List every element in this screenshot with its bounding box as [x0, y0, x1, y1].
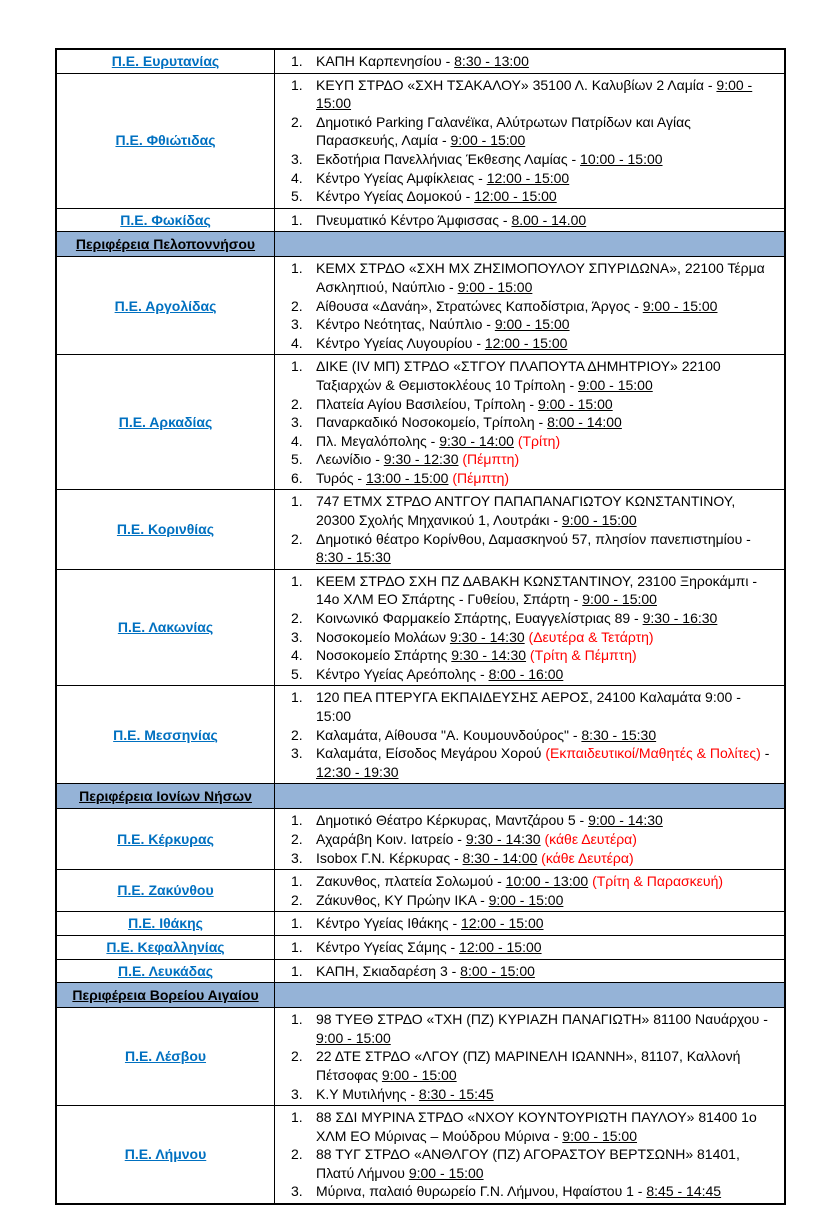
list-item	[275, 1085, 778, 1104]
item-time: 9:30 - 14:30	[465, 830, 541, 847]
item-number: 3.	[291, 414, 303, 431]
item-time: 9:00 - 15:00	[457, 278, 533, 295]
list-item	[275, 665, 778, 684]
item-day-note: (Πέμπτη)	[452, 469, 510, 486]
table-row	[56, 49, 785, 73]
item-text: Λεωνίδιο -	[316, 451, 384, 468]
item-number: 2.	[291, 297, 303, 314]
section-title: Περιφέρεια Βορείου Αιγαίου	[72, 986, 259, 1003]
item-number: 1.	[291, 812, 303, 829]
list-item	[275, 530, 778, 567]
list-item	[275, 830, 778, 849]
list-item	[275, 492, 778, 529]
region-link[interactable]: Π.Ε. Ευρυτανίας	[111, 53, 220, 69]
item-time: 9:30 - 14:30	[449, 628, 525, 645]
item-content	[316, 872, 778, 891]
item-text: Κέντρο Υγείας Λυγουρίου -	[316, 334, 485, 351]
item-content	[316, 169, 778, 188]
item-number: 6.	[291, 469, 303, 486]
item-number: 2.	[291, 1146, 303, 1163]
item-content	[316, 1145, 778, 1182]
table-row	[56, 208, 785, 232]
item-number: 2.	[291, 395, 303, 412]
list-item	[275, 450, 778, 469]
region-link[interactable]: Π.Ε. Λέσβου	[124, 1048, 207, 1065]
item-time: 9:00 - 15:00	[561, 512, 637, 529]
item-content	[316, 450, 778, 469]
item-text: Κέντρο Υγείας Αμφίκλειας -	[316, 169, 487, 186]
item-time: 9:00 - 14:30	[588, 812, 663, 829]
item-number: 1.	[291, 358, 303, 375]
locations-cell	[275, 1008, 786, 1106]
item-time: 8:30 - 15:45	[418, 1085, 494, 1102]
item-content	[316, 688, 778, 725]
item-time: 8.00 - 14.00	[511, 211, 587, 228]
item-time: 8:30 - 15:30	[316, 549, 391, 566]
item-number: 3.	[291, 1085, 303, 1102]
item-content	[316, 646, 778, 665]
list-item	[275, 628, 778, 647]
item-number: 1.	[291, 572, 303, 589]
item-time: 10:00 - 13:00	[505, 873, 589, 890]
section-empty-cell	[275, 784, 786, 809]
item-time: 9:00 - 15:00	[562, 1127, 638, 1144]
list-item	[275, 413, 778, 432]
list-item	[275, 187, 778, 206]
item-text: 98 ΤΥΕΘ ΣΤΡΔΟ «ΤΧΗ (ΠΖ) ΚΥΡΙΑΖΗ ΠΑΝΑΓΙΩΤΗ» 81100 Ναυάρχου -	[316, 1011, 768, 1028]
item-time: 10:00 - 15:00	[580, 150, 663, 167]
item-text: Πλ. Μεγαλόπολης -	[316, 432, 440, 449]
item-content	[316, 811, 778, 830]
item-time: 9:00 - 15:00	[494, 316, 570, 333]
item-number: 5.	[291, 451, 303, 468]
item-time: 9:00 - 15:00	[381, 1066, 457, 1083]
table-row	[56, 1008, 785, 1106]
list-item	[275, 432, 778, 451]
list-item	[275, 849, 778, 868]
region-link[interactable]: Π.Ε. Αρκαδίας	[118, 414, 213, 431]
item-content	[316, 259, 778, 296]
item-text: ΚΑΠΗ, Σκιαδαρέση 3 -	[316, 962, 461, 979]
item-number: 1.	[291, 1011, 303, 1028]
list-item	[275, 688, 778, 725]
region-link[interactable]: Π.Ε. Κέρκυρας	[117, 830, 214, 847]
table-row	[56, 257, 785, 355]
item-number: 1.	[291, 1109, 303, 1126]
item-text: -	[760, 745, 770, 762]
item-text: Δημοτικό Θέατρο Κέρκυρας, Μαντζάρου 5 -	[316, 812, 589, 829]
item-time: 12:00 - 15:00	[461, 915, 544, 932]
section-title-cell	[56, 983, 275, 1008]
section-row	[56, 784, 785, 809]
item-content	[316, 395, 778, 414]
section-title: Περιφέρεια Ιονίων Νήσων	[79, 788, 252, 805]
item-text: 22 ΔΤΕ ΣΤΡΔΟ «ΛΓΟΥ (ΠΖ) ΜΑΡΙΝΕΛΗ ΙΩΑΝΝΗ», 81107, Καλλονή Πέτσοφας	[316, 1048, 741, 1083]
item-time: 9:00 - 15:00	[408, 1164, 484, 1181]
item-text: Κέντρο Υγείας Αρεόπολης -	[316, 665, 489, 682]
list-item	[275, 744, 778, 781]
region-link[interactable]: Π.Ε. Λήμνου	[124, 1146, 207, 1163]
region-link[interactable]: Π.Ε. Λευκάδας	[117, 962, 214, 979]
table-row	[56, 686, 785, 784]
region-link[interactable]: Π.Ε. Φθιώτιδας	[115, 132, 216, 149]
item-content	[316, 849, 778, 868]
list-item	[275, 297, 778, 316]
item-number: 1.	[291, 493, 303, 510]
item-number: 4.	[291, 169, 303, 186]
item-content	[316, 413, 778, 432]
section-title-cell	[56, 784, 275, 809]
region-link[interactable]: Π.Ε. Λακωνίας	[117, 619, 214, 636]
list-item	[275, 1182, 778, 1201]
item-text: ΚΕΥΠ ΣΤΡΔΟ «ΣΧΗ ΤΣΑΚΑΛΟΥ» 35100 Λ. Καλυβίων 2 Λαμία -	[316, 76, 717, 93]
list-item	[275, 1010, 778, 1047]
table-row	[56, 959, 785, 983]
section-title: Περιφέρεια Πελοποννήσου	[75, 236, 256, 253]
item-number: 2.	[291, 830, 303, 847]
region-name-cell	[56, 1008, 275, 1106]
item-content	[316, 113, 778, 150]
item-time: 9:00 - 15:00	[642, 297, 718, 314]
item-content	[316, 1182, 778, 1201]
item-content	[316, 315, 778, 334]
item-content	[316, 1108, 778, 1145]
table-row	[56, 355, 785, 490]
locations-cell	[275, 490, 786, 569]
table-row	[56, 935, 785, 959]
locations-cell	[275, 49, 786, 73]
region-name-cell	[56, 257, 275, 355]
item-number: 1.	[291, 689, 303, 706]
item-text: Κέντρο Υγείας Ιθάκης -	[316, 915, 461, 932]
item-content	[316, 726, 778, 745]
item-time: 12:30 - 19:30	[316, 763, 399, 780]
region-name-cell	[56, 490, 275, 569]
item-number: 1.	[291, 962, 303, 979]
item-text: Κέντρο Υγείας Σάμης -	[316, 938, 460, 955]
section-empty-cell	[275, 232, 786, 257]
item-content	[316, 628, 778, 647]
item-content	[316, 914, 778, 933]
item-number: 2.	[291, 530, 303, 547]
item-text: Ζακυνθος, πλατεία Σολωμού -	[316, 873, 506, 890]
item-text: Ζάκυνθος, ΚΥ Πρώην ΙΚΑ -	[316, 891, 489, 908]
region-name-cell	[56, 208, 275, 232]
item-number: 1.	[291, 873, 303, 890]
list-item	[275, 113, 778, 150]
list-item	[275, 872, 778, 891]
item-time: 12:00 - 15:00	[459, 938, 542, 955]
item-text: Νοσοκομείο Μολάων	[316, 628, 450, 645]
locations-cell	[275, 569, 786, 686]
item-content	[316, 187, 778, 206]
item-time: 12:00 - 15:00	[486, 169, 570, 186]
item-text: 88 ΣΔΙ ΜΥΡΙΝΑ ΣΤΡΔΟ «ΝΧΟΥ ΚΟΥΝΤΟΥΡΙΩΤΗ ΠΑΥΛΟΥ» 81400 1ο ΧΛΜ ΕΟ Μύρινας – Μούδρου Μύρινα -	[316, 1109, 757, 1144]
item-text: ΚΑΠΗ Καρπενησίου -	[316, 53, 455, 69]
locations-cell	[275, 73, 786, 208]
item-time: 9:00 - 15:00	[582, 591, 657, 608]
list-item	[275, 211, 778, 230]
region-name-cell	[56, 1106, 275, 1204]
item-content	[316, 891, 778, 910]
locations-cell	[275, 355, 786, 490]
item-content	[316, 572, 778, 609]
section-empty-cell	[275, 983, 786, 1008]
locations-cell	[275, 257, 786, 355]
item-time: 8:00 - 14:00	[547, 414, 622, 431]
region-name-cell	[56, 809, 275, 870]
item-number: 4.	[291, 647, 303, 664]
list-item	[275, 259, 778, 296]
locations-cell	[275, 935, 786, 959]
item-text: Καλαμάτα, Αίθουσα "Α. Κουμουνδούρος" -	[316, 726, 582, 743]
item-content	[316, 962, 778, 981]
item-number: 1.	[291, 53, 303, 69]
region-link[interactable]: Π.Ε. Ζακύνθου	[117, 882, 214, 899]
schedule-table	[55, 48, 786, 1205]
item-time: 9:30 - 14:30	[451, 647, 527, 664]
list-item	[275, 1047, 778, 1084]
item-text: Παναρκαδικό Νοσοκομείο, Τρίπολη -	[316, 414, 548, 431]
list-item	[275, 469, 778, 488]
item-text: Κοινωνικό Φαρμακείο Σπάρτης, Ευαγγελίστριας 89 -	[316, 610, 643, 627]
table-row	[56, 870, 785, 912]
item-time: 9:00 - 15:00	[578, 376, 653, 393]
list-item	[275, 572, 778, 609]
item-text: ΚΕΕΜ ΣΤΡΔΟ ΣΧΗ ΠΖ ΔΑΒΑΚΗ ΚΩΝΣΤΑΝΤΙΝΟΥ, 23100 Ξηροκάμπι - 14ο ΧΛΜ ΕΟ Σπάρτης - Γυθείου, Σπάρτη -	[316, 572, 757, 608]
item-text: Πνευματικό Κέντρο Άμφισσας -	[316, 211, 512, 228]
item-day-note: (κάθε Δευτέρα)	[541, 849, 634, 866]
item-text: Πλατεία Αγίου Βασιλείου, Τρίπολη -	[316, 395, 538, 412]
item-text: 747 ΕΤΜΧ ΣΤΡΔΟ ΑΝΤΓΟΥ ΠΑΠΑΠΑΝΑΓΙΩΤΟΥ ΚΩΝΣΤΑΝΤΙΝΟΥ, 20300 Σχολής Μηχανικού 1, Λουτράκι -	[316, 493, 736, 529]
table-row	[56, 73, 785, 208]
item-number: 2.	[291, 726, 303, 743]
region-name-cell	[56, 959, 275, 983]
item-content	[316, 665, 778, 684]
list-item	[275, 646, 778, 665]
item-content	[316, 1085, 778, 1104]
section-title-cell	[56, 232, 275, 257]
list-item	[275, 1108, 778, 1145]
item-content	[316, 76, 778, 113]
locations-cell	[275, 809, 786, 870]
region-link[interactable]: Π.Ε. Μεσσηνίας	[113, 726, 218, 743]
item-text: Κ.Υ Μυτιλήνης -	[316, 1085, 419, 1102]
item-number: 3.	[291, 150, 303, 167]
region-link[interactable]: Π.Ε. Φωκίδας	[120, 211, 211, 228]
item-number: 2.	[291, 891, 303, 908]
list-item	[275, 169, 778, 188]
list-item	[275, 938, 778, 957]
item-time: 9:00 - 15:00	[537, 395, 613, 412]
item-number: 3.	[291, 745, 303, 762]
item-content	[316, 1010, 778, 1047]
list-item	[275, 726, 778, 745]
item-time: 8:00 - 16:00	[488, 665, 564, 682]
item-content	[316, 830, 778, 849]
list-item	[275, 52, 778, 71]
table-row	[56, 490, 785, 569]
region-link[interactable]: Π.Ε. Κεφαλληνίας	[106, 938, 225, 955]
item-number: 4.	[291, 334, 303, 351]
item-time: 9:30 - 16:30	[642, 610, 718, 627]
item-number: 2.	[291, 113, 303, 130]
item-text: Νοσοκομείο Σπάρτης	[316, 647, 452, 664]
list-item	[275, 334, 778, 353]
item-time: 9:00 - 15:00	[316, 1029, 391, 1046]
item-content	[316, 297, 778, 316]
item-content	[316, 357, 778, 394]
item-number: 1.	[291, 76, 303, 93]
locations-cell	[275, 686, 786, 784]
list-item	[275, 1145, 778, 1182]
item-number: 5.	[291, 188, 303, 205]
item-day-note: (Τρίτη)	[517, 432, 561, 449]
item-content	[316, 334, 778, 353]
item-time: 8:30 - 13:00	[454, 53, 529, 69]
item-day-note: (Τρίτη & Παρασκευή)	[592, 873, 724, 890]
region-name-cell	[56, 355, 275, 490]
item-text: Κέντρο Νεότητας, Ναύπλιο -	[316, 316, 495, 333]
item-day-note: (Πέμπτη)	[462, 451, 520, 468]
item-time: 13:00 - 15:00	[365, 469, 449, 486]
item-time: 9:30 - 14:00	[439, 432, 514, 449]
locations-cell	[275, 208, 786, 232]
item-time: 9:00 - 15:00	[316, 76, 753, 112]
item-number: 5.	[291, 665, 303, 682]
item-text: Αίθουσα «Δανάη», Στρατώνες Καποδίστρια, Άργος -	[316, 297, 643, 314]
locations-cell	[275, 870, 786, 912]
item-number: 1.	[291, 915, 303, 932]
item-text: Καλαμάτα, Είσοδος Μεγάρου Χορού	[316, 745, 546, 762]
item-day-note: (κάθε Δευτέρα)	[544, 830, 637, 847]
locations-cell	[275, 1106, 786, 1204]
item-content	[316, 492, 778, 529]
item-content	[316, 609, 778, 628]
list-item	[275, 962, 778, 981]
region-link[interactable]: Π.Ε. Ιθάκης	[128, 915, 203, 932]
list-item	[275, 357, 778, 394]
item-time: 8:30 - 15:30	[581, 726, 657, 743]
item-number: 3.	[291, 316, 303, 333]
item-text: Δημοτικό Parking Γαλανέϊκα, Αλύτρωτων Πατρίδων και Αγίας Παρασκευής, Λαμία -	[316, 113, 691, 149]
schedule-table-body	[56, 49, 785, 1204]
item-number: 1.	[291, 211, 303, 228]
item-day-note: (Τρίτη & Πέμπτη)	[529, 647, 637, 664]
item-text: 88 ΤΥΓ ΣΤΡΔΟ «ΑΝΘΛΓΟΥ (ΠΖ) ΑΓΟΡΑΣΤΟΥ ΒΕΡΤΣΩΝΗ» 81401, Πλατύ Λήμνου	[316, 1146, 740, 1181]
list-item	[275, 315, 778, 334]
region-name-cell	[56, 49, 275, 73]
section-row	[56, 983, 785, 1008]
item-text: Τυρός -	[316, 469, 366, 486]
item-day-note: (Εκπαιδευτικοί/Μαθητές & Πολίτες)	[545, 745, 761, 762]
locations-cell	[275, 959, 786, 983]
region-name-cell	[56, 870, 275, 912]
region-name-cell	[56, 569, 275, 686]
item-content	[316, 530, 778, 567]
region-name-cell	[56, 73, 275, 208]
item-number: 1.	[291, 260, 303, 277]
item-text: Κέντρο Υγείας Δομοκού -	[316, 188, 475, 205]
item-content	[316, 52, 778, 71]
item-time: 8:30 - 14:00	[462, 849, 538, 866]
item-text: 120 ΠΕΑ ΠΤΕΡΥΓΑ ΕΚΠΑΙΔΕΥΣΗΣ ΑΕΡΟΣ, 24100 Καλαμάτα 9:00 - 15:00	[316, 689, 741, 724]
item-number: 2.	[291, 1048, 303, 1065]
item-time: 8:45 - 14:45	[646, 1183, 722, 1200]
region-link[interactable]: Π.Ε. Αργολίδας	[114, 297, 217, 314]
item-text: Αχαράβη Κοιν. Ιατρείο -	[316, 830, 466, 847]
table-row	[56, 809, 785, 870]
list-item	[275, 395, 778, 414]
item-number: 3.	[291, 1183, 303, 1200]
item-text: Μύρινα, παλαιό θυρωρείο Γ.Ν. Λήμνου, Ηφαίστου 1 -	[316, 1183, 647, 1200]
table-row	[56, 569, 785, 686]
item-number: 3.	[291, 849, 303, 866]
region-link[interactable]: Π.Ε. Κορινθίας	[116, 521, 215, 538]
item-content	[316, 938, 778, 957]
item-content	[316, 1047, 778, 1084]
item-text: Εκδοτήρια Πανελλήνιας Έκθεσης Λαμίας -	[316, 150, 581, 167]
region-name-cell	[56, 686, 275, 784]
list-item	[275, 811, 778, 830]
item-content	[316, 744, 778, 781]
list-item	[275, 150, 778, 169]
item-content	[316, 150, 778, 169]
list-item	[275, 914, 778, 933]
item-number: 1.	[291, 938, 303, 955]
region-name-cell	[56, 912, 275, 936]
item-number: 3.	[291, 628, 303, 645]
item-time: 12:00 - 15:00	[484, 334, 568, 351]
item-text: Δημοτικό θέατρο Κορίνθου, Δαμασκηνού 57, πλησίον πανεπιστημίου -	[316, 530, 751, 547]
table-row	[56, 1106, 785, 1204]
section-row	[56, 232, 785, 257]
item-time: 9:00 - 15:00	[488, 891, 564, 908]
item-text: ΔΙΚΕ (IV ΜΠ) ΣΤΡΔΟ «ΣΤΓΟΥ ΠΛΑΠΟΥΤΑ ΔΗΜΗΤΡΙΟΥ» 22100 Ταξιαρχών & Θεμιστοκλέους 10 Τρίπολη -	[316, 358, 721, 393]
item-text: Isobox Γ.Ν. Κέρκυρας -	[316, 849, 463, 866]
item-text: ΚΕΜΧ ΣΤΡΔΟ «ΣΧΗ ΜΧ ΖΗΣΙΜΟΠΟΥΛΟΥ ΣΠΥΡΙΔΩΝΑ», 22100 Τέρμα Ασκληπιού, Ναύπλιο -	[316, 260, 765, 295]
item-content	[316, 211, 778, 230]
item-content	[316, 432, 778, 451]
item-time: 9:00 - 15:00	[450, 132, 526, 149]
item-day-note: (Δευτέρα & Τετάρτη)	[528, 628, 654, 645]
item-time: 8:00 - 15:00	[460, 962, 535, 979]
item-content	[316, 469, 778, 488]
region-name-cell	[56, 935, 275, 959]
item-time: 9:30 - 12:30	[383, 451, 459, 468]
item-number: 4.	[291, 432, 303, 449]
item-time: 12:00 - 15:00	[474, 188, 557, 205]
item-number: 2.	[291, 610, 303, 627]
list-item	[275, 609, 778, 628]
locations-cell	[275, 912, 786, 936]
table-row	[56, 912, 785, 936]
list-item	[275, 891, 778, 910]
list-item	[275, 76, 778, 113]
